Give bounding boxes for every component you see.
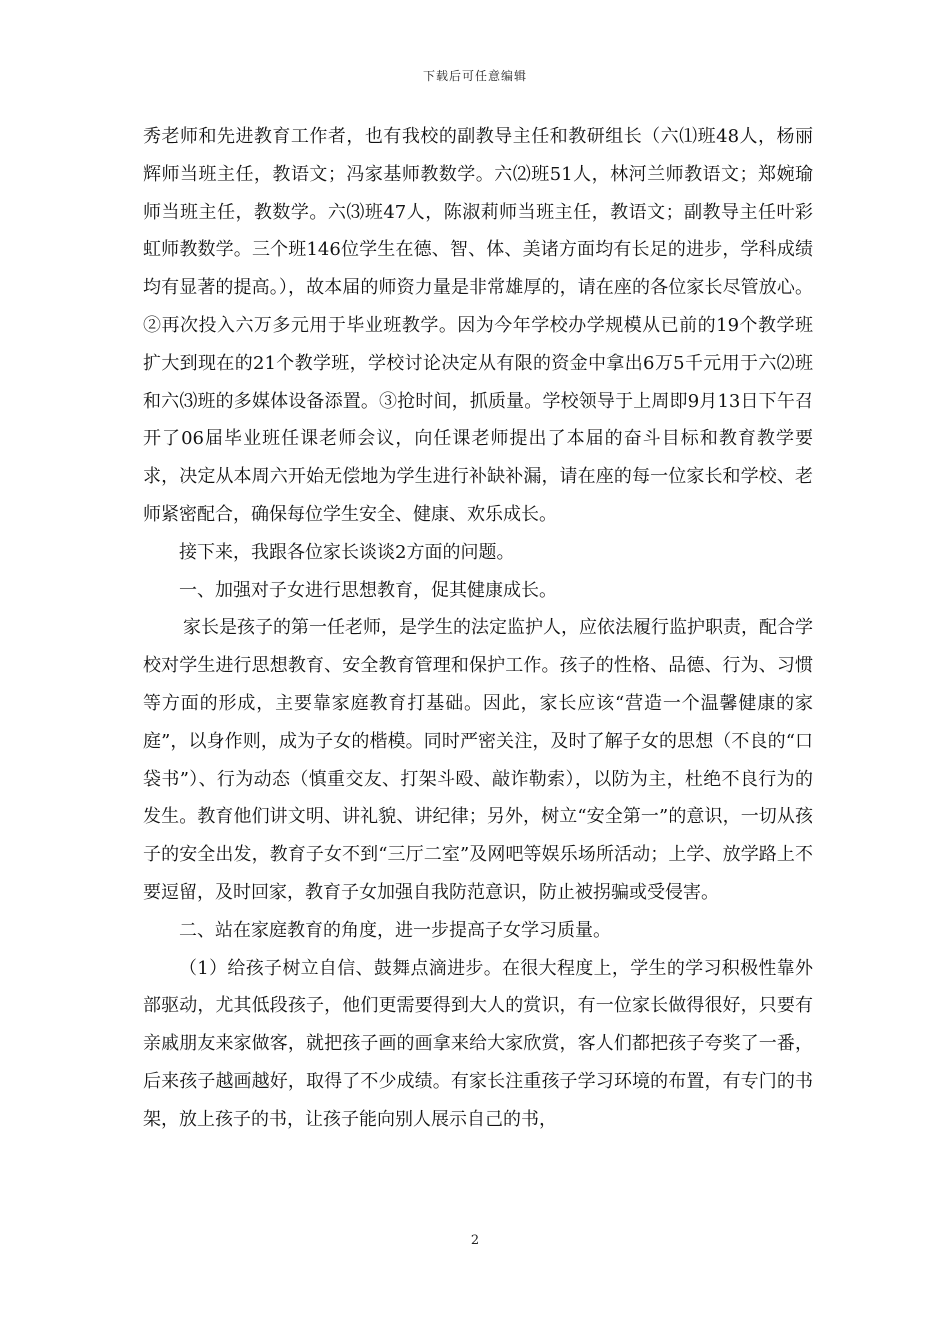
paragraph-intro: 接下来，我跟各位家长谈谈2方面的问题。 (179, 541, 515, 563)
section-heading-1: 一、加强对子女进行思想教育，促其健康成长。 (179, 579, 557, 601)
page-number: 2 (470, 1233, 480, 1248)
section-heading-2: 二、站在家庭教育的角度，进一步提高子女学习质量。 (179, 919, 611, 941)
document-body (143, 118, 813, 1139)
paragraph-section-1: 家长是孩子的第一任老师，是学生的法定监护人，应依法履行监护职责，配合学校对学生进行思想教育、安全教育管理和保护工作。孩子的性格、品德、行为、习惯等方面的形成，主要靠家庭教育打基础。因此，家长应该“营造一个温馨健康的家庭”，以身作则，成为子女的楷模。同时严密关注，及时了解子女的思想（不良的“口袋书”）、行为动态（慎重交友、打架斗殴、敲诈勒索），以防为主，杜绝不良行为的发生。教育他们讲文明、讲礼貌、讲纪律；另外，树立“安全第一”的意识，一切从孩子的安全出发，教育子女不到“三厅二室”及网吧等娱乐场所活动；上学、放学路上不要逗留，及时回家，教育子女加强自我防范意识，防止被拐骗或受侵害。 (143, 617, 813, 903)
paragraph-continuation: 秀老师和先进教育工作者，也有我校的副教导主任和教研组长（六⑴班48人，杨丽辉师当班主任，教语文；冯家基师教数学。六⑵班51人，林河兰师教语文；郑婉瑜师当班主任，教数学。六⑶班47人，陈淑莉师当班主任，教语文；副教导主任叶彩虹师教数学。三个班146位学生在德、智、体、美诸方面均有长足的进步，学科成绩均有显著的提高。），故本届的师资力量是非常雄厚的，请在座的各位家长尽管放心。②再次投入六万多元用于毕业班教学。因为今年学校办学规模从已前的19个教学班扩大到现在的21个教学班，学校讨论决定从有限的资金中拿出6万5千元用于六⑵班和六⑶班的多媒体设备添置。③抢时间，抓质量。学校领导于上周即9月13日下午召开了06届毕业班任课老师会议，向任课老师提出了本届的奋斗目标和教育教学要求，决定从本周六开始无偿地为学生进行补缺补漏，请在座的每一位家长和学校、老师紧密配合，确保每位学生安全、健康、欢乐成长。 (143, 126, 813, 525)
paragraph-section-2-item-1: （1）给孩子树立自信、鼓舞点滴进步。在很大程度上，学生的学习积极性靠外部驱动，尤其低段孩子，他们更需要得到大人的赏识，有一位家长做得很好，只要有亲戚朋友来家做客，就把孩子画的画拿来给大家欣赏，客人们都把孩子夸奖了一番，后来孩子越画越好，取得了不少成绩。有家长注重孩子学习环境的布置，有专门的书架，放上孩子的书，让孩子能向别人展示自己的书， (143, 957, 813, 1130)
page-header: 下载后可任意编辑 (422, 69, 527, 83)
